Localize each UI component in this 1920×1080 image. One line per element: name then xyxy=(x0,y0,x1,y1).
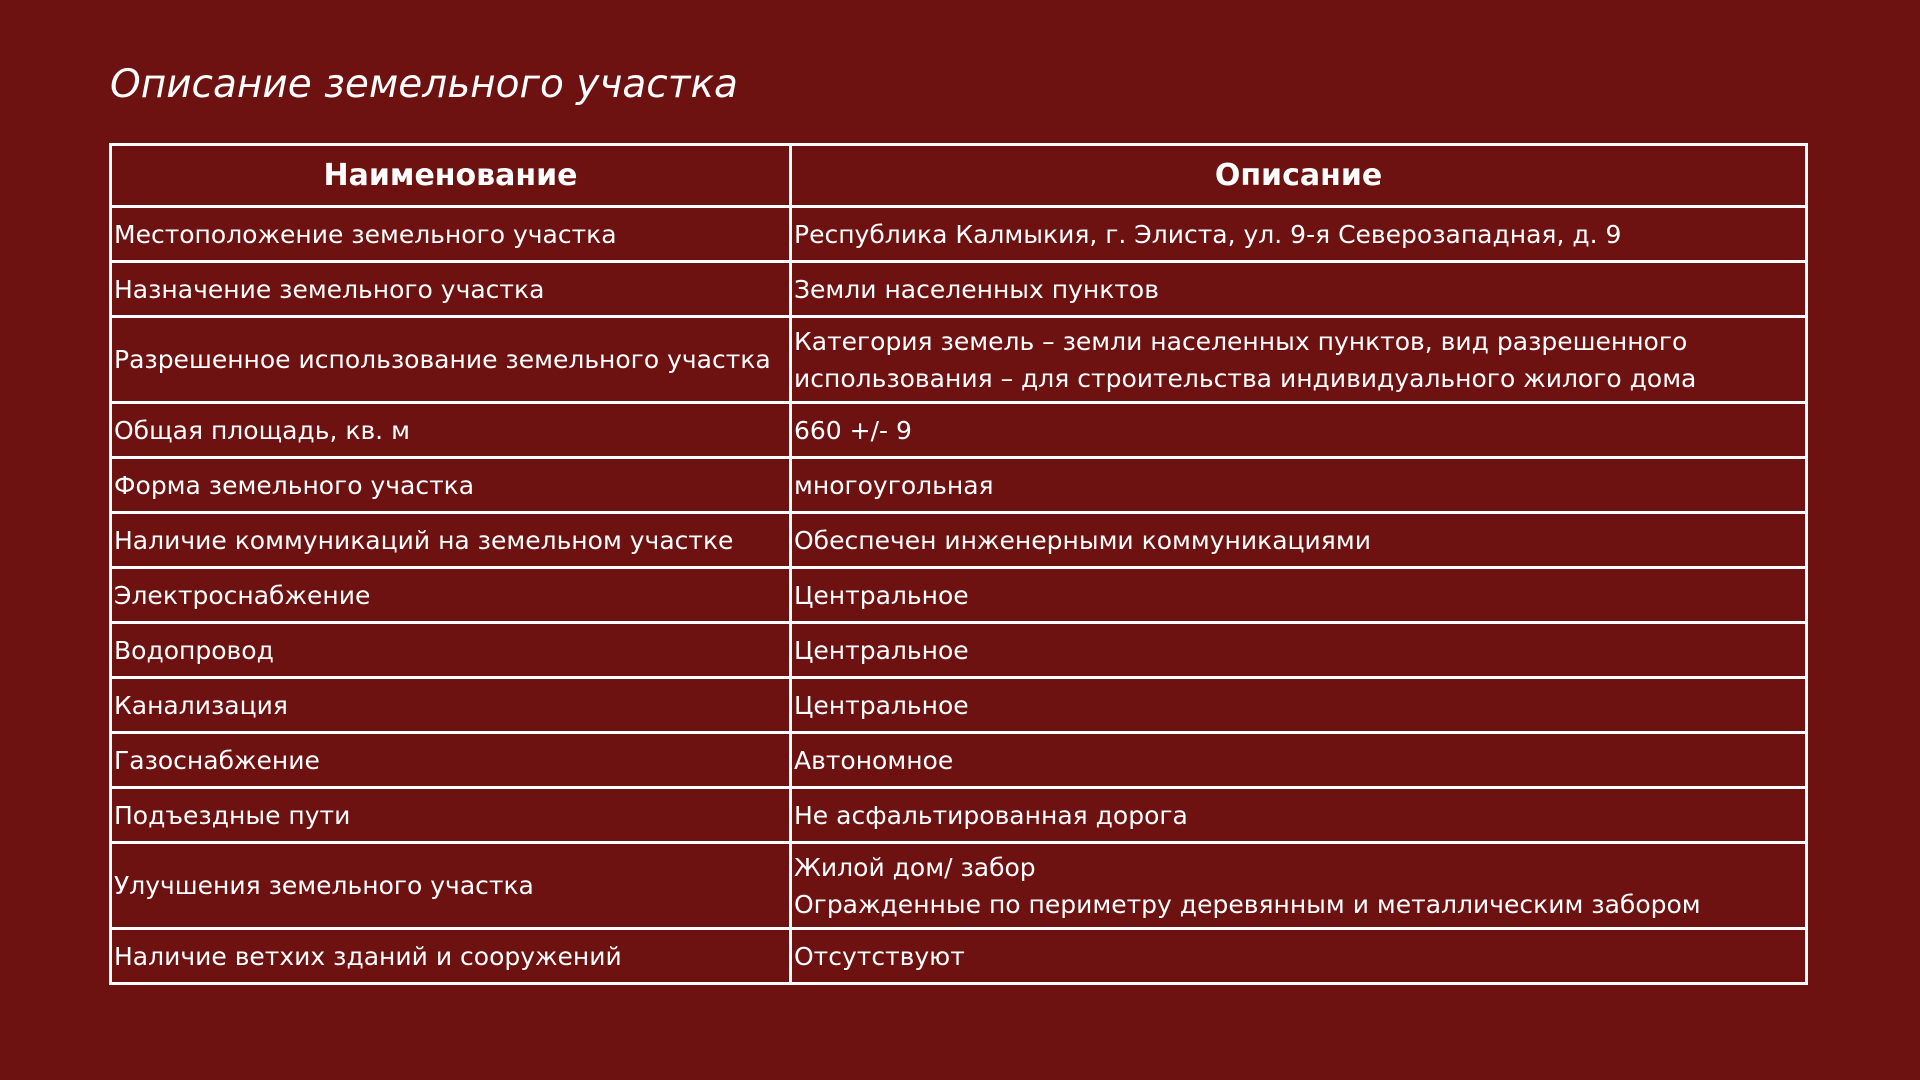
row-name: Электроснабжение xyxy=(111,568,791,623)
row-description xyxy=(791,317,1807,403)
row-name: Наличие коммуникаций на земельном участке xyxy=(111,513,791,568)
row-description: Центральное xyxy=(791,623,1807,678)
row-description: Земли населенных пунктов xyxy=(791,262,1807,317)
row-description: Не асфальтированная дорога xyxy=(791,788,1807,843)
table-row xyxy=(111,929,1807,984)
row-name: Назначение земельного участка xyxy=(111,262,791,317)
row-name: Наличие ветхих зданий и сооружений xyxy=(111,929,791,984)
table-row xyxy=(111,623,1807,678)
row-name: Водопровод xyxy=(111,623,791,678)
column-header-description: Описание xyxy=(791,145,1807,207)
row-description: Автономное xyxy=(791,733,1807,788)
row-description: Обеспечен инженерными коммуникациями xyxy=(791,513,1807,568)
table-row xyxy=(111,788,1807,843)
row-name: Газоснабжение xyxy=(111,733,791,788)
description-line: Огражденные по периметру деревянным и металлическим забором xyxy=(794,889,1701,919)
row-description: Центральное xyxy=(791,678,1807,733)
row-name: Улучшения земельного участка xyxy=(111,843,791,929)
row-name: Разрешенное использование земельного участка xyxy=(111,317,791,403)
description-line: Категория земель – земли населенных пунктов, вид разрешенного xyxy=(794,326,1688,356)
row-description: многоугольная xyxy=(791,458,1807,513)
table-row xyxy=(111,207,1807,262)
table-row xyxy=(111,317,1807,403)
row-name: Общая площадь, кв. м xyxy=(111,403,791,458)
row-name: Подъездные пути xyxy=(111,788,791,843)
table-row xyxy=(111,403,1807,458)
row-description: Республика Калмыкия, г. Элиста, ул. 9-я Северозападная, д. 9 xyxy=(791,207,1807,262)
table-row xyxy=(111,458,1807,513)
table-row xyxy=(111,513,1807,568)
table-row xyxy=(111,843,1807,929)
row-description: Отсутствуют xyxy=(791,929,1807,984)
row-name: Канализация xyxy=(111,678,791,733)
table-row xyxy=(111,568,1807,623)
row-name: Форма земельного участка xyxy=(111,458,791,513)
description-line: Жилой дом/ забор xyxy=(794,852,1036,882)
row-description xyxy=(791,843,1807,929)
description-line: использования – для строительства индивидуального жилого дома xyxy=(794,363,1697,393)
land-plot-table xyxy=(109,143,1808,985)
table-row xyxy=(111,733,1807,788)
row-name: Местоположение земельного участка xyxy=(111,207,791,262)
column-header-name: Наименование xyxy=(111,145,791,207)
table-row xyxy=(111,678,1807,733)
table-header-row xyxy=(111,145,1807,207)
row-description: 660 +/- 9 xyxy=(791,403,1807,458)
table-row xyxy=(111,262,1807,317)
row-description: Центральное xyxy=(791,568,1807,623)
page-title: Описание земельного участка xyxy=(110,62,738,107)
